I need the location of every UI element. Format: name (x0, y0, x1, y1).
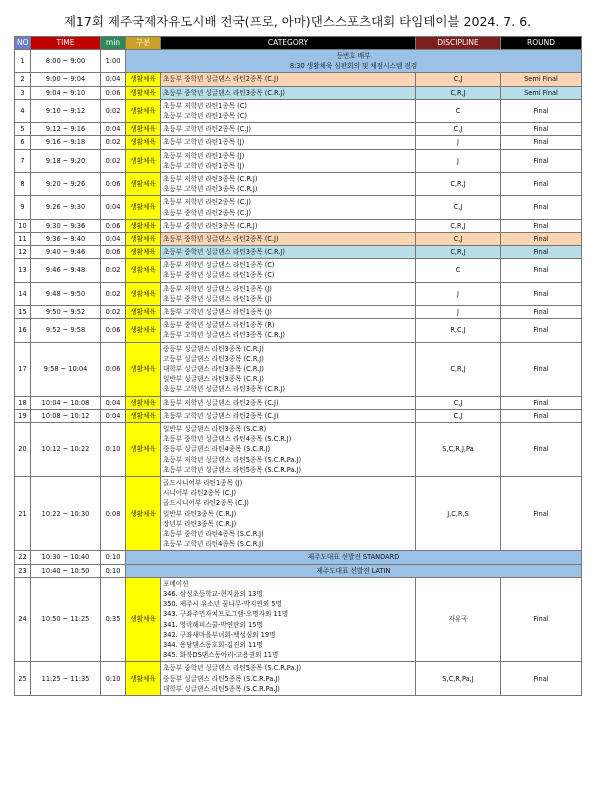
category-line: 초등부 고학년 싱글댄스 라틴5종목 (S.C.R.Pa.J) (163, 465, 302, 474)
row-category (161, 73, 416, 86)
row-time: 11:25 ~ 11:35 (31, 662, 101, 696)
table-row (15, 477, 582, 551)
row-round: Final (501, 662, 582, 696)
row-category (161, 196, 416, 219)
row-discipline: J,C,R,S (416, 477, 501, 551)
header-round: ROUND (501, 37, 582, 50)
row-discipline: 자유곡 (416, 577, 501, 662)
row-category (161, 149, 416, 172)
row-discipline: C,J (416, 232, 501, 245)
row-discipline: C,J (416, 73, 501, 86)
table-row (15, 219, 582, 232)
category-line: 골드시니어부 라틴2종목 (C.J) (163, 499, 249, 508)
table-row (15, 409, 582, 422)
row-time: 9:48 ~ 9:50 (31, 282, 101, 305)
table-row (15, 50, 582, 73)
row-discipline: C,R,J (416, 172, 501, 195)
row-min: 0:08 (101, 477, 126, 551)
row-category (161, 409, 416, 422)
row-time: 9:50 ~ 9:52 (31, 306, 101, 319)
row-min: 0:02 (101, 306, 126, 319)
row-gubun: 생활체육 (126, 99, 161, 122)
row-min: 0:02 (101, 136, 126, 149)
row-time: 9:12 ~ 9:16 (31, 123, 101, 136)
row-discipline: C,J (416, 123, 501, 136)
row-discipline: C,R,J (416, 246, 501, 259)
row-gubun: 생활체육 (126, 662, 161, 696)
row-time: 10:08 ~ 10:12 (31, 409, 101, 422)
row-category (126, 564, 582, 577)
row-discipline: C,R,J (416, 86, 501, 99)
row-no: 1 (15, 50, 31, 73)
row-category (161, 662, 416, 696)
row-round: Final (501, 423, 582, 477)
table-row (15, 259, 582, 282)
row-no: 23 (15, 564, 31, 577)
row-min: 0:02 (101, 259, 126, 282)
row-category (161, 123, 416, 136)
category-line: 초등부 고학년 라틴1종목 (J) (163, 138, 245, 147)
row-time: 10:12 ~ 10:22 (31, 423, 101, 477)
category-line: 초등부 고학년 라틴2종목 (C.J) (163, 125, 251, 134)
row-time: 9:26 ~ 9:30 (31, 196, 101, 219)
row-round: Final (501, 246, 582, 259)
row-time: 9:16 ~ 9:18 (31, 136, 101, 149)
row-round: Final (501, 219, 582, 232)
category-line: 초등부 중학년 싱글댄스 라틴1종목 (J) (163, 294, 272, 303)
category-line: 초등부 저학년 라틴1종목 (J) (163, 151, 245, 160)
category-line: 초등부 저학년 싱글댄스 라틴2종목 (C.J) (163, 398, 279, 407)
category-line: 343. 구좌주민자치프로그램-오명자외 11명 (163, 610, 289, 619)
category-line: 345. 화북DS댄스동아리-고용권외 11명 (163, 651, 279, 660)
row-gubun: 생활체육 (126, 396, 161, 409)
category-line: 초등부 고학년 싱글댄스 라틴2종목 (C.J) (163, 411, 279, 420)
category-line: 341. 영락해피스쿨-박연란외 15명 (163, 620, 263, 629)
row-gubun: 생활체육 (126, 282, 161, 305)
row-time: 9:18 ~ 9:20 (31, 149, 101, 172)
table-row (15, 246, 582, 259)
row-min: 0:10 (101, 551, 126, 564)
category-line: 초등부 저학년 싱글댄스 라틴5종목 (S.C.R.Pa.J) (163, 455, 302, 464)
category-line: 초등부 중학년 라틴3종목 (C.R.J) (163, 221, 258, 230)
category-line: 골드시니어부 라틴1종목 (J) (163, 479, 243, 488)
row-round: Semi Final (501, 73, 582, 86)
row-min: 0:10 (101, 564, 126, 577)
row-no: 25 (15, 662, 31, 696)
category-line: 초등부 중학년 싱글댄스 라틴2종목 (C.J) (163, 75, 279, 84)
row-discipline: C,R,J (416, 219, 501, 232)
row-discipline: J (416, 149, 501, 172)
row-time: 8:00 ~ 9:00 (31, 50, 101, 73)
row-no: 14 (15, 282, 31, 305)
category-line: 초등부 저학년 라틴2종목 (C.J) (163, 198, 251, 207)
category-line: 초등부 중학년 싱글댄스 라틴2종목 (C.J) (163, 234, 279, 243)
row-no: 16 (15, 319, 31, 342)
row-category (161, 136, 416, 149)
row-no: 24 (15, 577, 31, 662)
row-gubun: 생활체육 (126, 477, 161, 551)
row-no: 15 (15, 306, 31, 319)
row-min: 0:10 (101, 662, 126, 696)
row-round: Final (501, 577, 582, 662)
row-no: 11 (15, 232, 31, 245)
row-discipline: J (416, 282, 501, 305)
table-row (15, 196, 582, 219)
category-line: 중등부 싱글댄스 라틴5종목 (S.C.R.Pa.J) (163, 674, 280, 683)
category-line: 초등부 고학년 라틴4종목 (S.C.R.J) (163, 540, 264, 549)
category-line: 초등부 중학년 싱글댄스 라틴5종목 (S.C.R.Pa.J) (163, 664, 302, 673)
table-row (15, 396, 582, 409)
row-category (161, 423, 416, 477)
row-min: 0:06 (101, 86, 126, 99)
row-round: Final (501, 396, 582, 409)
header-time: TIME (31, 37, 101, 50)
row-discipline: S,C,R,J,Pa (416, 423, 501, 477)
row-time: 9:36 ~ 9:40 (31, 232, 101, 245)
row-category (161, 342, 416, 396)
row-round: Final (501, 282, 582, 305)
row-round: Final (501, 99, 582, 122)
row-min: 0:04 (101, 409, 126, 422)
category-line: 초등부 고학년 싱글댄스 라틴3종목 (C.R.J) (163, 331, 285, 340)
category-line: 고등부 싱글댄스 라틴3종목 (C.R.J) (163, 354, 264, 363)
row-category (161, 219, 416, 232)
row-min: 0:06 (101, 342, 126, 396)
row-no: 7 (15, 149, 31, 172)
category-line: 초등부 중학년 싱글댄스 라틴1종목 (R) (163, 321, 275, 330)
row-discipline: J (416, 136, 501, 149)
table-row (15, 551, 582, 564)
table-row (15, 232, 582, 245)
row-time: 9:04 ~ 9:10 (31, 86, 101, 99)
row-gubun: 생활체육 (126, 172, 161, 195)
row-no: 10 (15, 219, 31, 232)
row-category (161, 306, 416, 319)
row-discipline: S,C,R,Pa,J (416, 662, 501, 696)
row-min: 0:06 (101, 219, 126, 232)
row-time: 9:40 ~ 9:46 (31, 246, 101, 259)
row-time: 10:22 ~ 10:30 (31, 477, 101, 551)
row-category (161, 172, 416, 195)
row-no: 4 (15, 99, 31, 122)
row-category (161, 282, 416, 305)
table-row (15, 306, 582, 319)
row-gubun: 생활체육 (126, 136, 161, 149)
category-line: 초등부 고학년 싱글댄스 라틴3종목 (C.R.J) (163, 385, 285, 394)
row-no: 8 (15, 172, 31, 195)
row-round: Final (501, 342, 582, 396)
category-line: 초등부 중학년 싱글댄스 라틴1종목 (C) (163, 271, 275, 280)
table-row (15, 123, 582, 136)
row-gubun: 생활체육 (126, 86, 161, 99)
row-discipline: C,J (416, 409, 501, 422)
category-line: 초등부 저학년 싱글댄스 라틴1종목 (C) (163, 261, 275, 270)
row-discipline: J (416, 306, 501, 319)
row-gubun: 생활체육 (126, 246, 161, 259)
row-category (161, 232, 416, 245)
row-time: 10:40 ~ 10:50 (31, 564, 101, 577)
row-time: 10:30 ~ 10:40 (31, 551, 101, 564)
row-gubun: 생활체육 (126, 409, 161, 422)
category-line: 초등부 중학년 라틴4종목 (S.C.R.J) (163, 529, 264, 538)
row-no: 17 (15, 342, 31, 396)
category-line: 시니어부 라틴2종목 (C.J) (163, 489, 237, 498)
header-min: min (101, 37, 126, 50)
category-line: 중등부 싱글댄스 라틴3종목 (C.R.J) (163, 344, 264, 353)
row-gubun: 생활체육 (126, 342, 161, 396)
row-min: 0:04 (101, 396, 126, 409)
row-round: Final (501, 123, 582, 136)
table-row (15, 564, 582, 577)
row-time: 9:20 ~ 9:26 (31, 172, 101, 195)
row-min: 0:06 (101, 246, 126, 259)
header-no: NO (15, 37, 31, 50)
row-gubun: 생활체육 (126, 306, 161, 319)
category-line: 일반부 싱글댄스 라틴3종목 (S.C.R) (163, 425, 267, 434)
category-line: 초등부 고학년 라틴3종목 (C.R.J) (163, 185, 258, 194)
row-time: 9:30 ~ 9:36 (31, 219, 101, 232)
row-gubun: 생활체육 (126, 577, 161, 662)
row-discipline: C (416, 99, 501, 122)
category-line: 제주도대표 선발전 STANDARD (307, 553, 400, 562)
category-line: 초등부 중학년 싱글댄스 라틴3종목 (C.R.J) (163, 248, 285, 257)
timetable-body (15, 50, 582, 696)
row-time: 10:50 ~ 11:25 (31, 577, 101, 662)
table-row (15, 423, 582, 477)
row-gubun: 생활체육 (126, 196, 161, 219)
row-min: 0:02 (101, 149, 126, 172)
category-line: 대학부 싱글댄스 라틴5종목 (S.C.R.Pa.J) (163, 684, 280, 693)
category-line: 초등부 중학년 싱글댄스 라틴4종목 (S.C.R.J) (163, 435, 292, 444)
row-no: 12 (15, 246, 31, 259)
category-line: 대학부 싱글댄스 라틴3종목 (C.R.J) (163, 365, 264, 374)
category-line: 일반부 라틴3종목 (C.R.J) (163, 509, 237, 518)
document-title: 제17회 제주국제자유도시배 전국(프로, 아마)댄스스포츠대회 타임테이블 2024. 7. 6. (63, 14, 532, 29)
row-round: Final (501, 477, 582, 551)
category-line: 346. 삼성초등학교-현지윤외 13명 (163, 590, 263, 598)
category-line: 342. 구좌새마을부녀회-백성심외 19명 (163, 630, 276, 639)
category-line: 초등부 고학년 라틴1종목 (J) (163, 161, 245, 170)
table-row (15, 662, 582, 696)
row-no: 19 (15, 409, 31, 422)
row-min: 0:04 (101, 196, 126, 219)
row-min: 0:02 (101, 282, 126, 305)
row-no: 3 (15, 86, 31, 99)
row-round: Final (501, 172, 582, 195)
row-round: Final (501, 409, 582, 422)
table-row (15, 319, 582, 342)
table-row (15, 86, 582, 99)
category-line: 제주도대표 선발전 LATIN (316, 566, 391, 575)
row-min: 0:04 (101, 232, 126, 245)
row-category (161, 577, 416, 662)
row-gubun: 생활체육 (126, 219, 161, 232)
row-min: 0:35 (101, 577, 126, 662)
table-row (15, 73, 582, 86)
row-round: Final (501, 319, 582, 342)
header-gubun: 구분 (126, 37, 161, 50)
table-row (15, 282, 582, 305)
table-row (15, 136, 582, 149)
row-discipline: C,J (416, 196, 501, 219)
row-discipline: C (416, 259, 501, 282)
row-round: Final (501, 136, 582, 149)
row-time: 9:46 ~ 9:48 (31, 259, 101, 282)
row-no: 6 (15, 136, 31, 149)
row-round: Semi Final (501, 86, 582, 99)
header-category: CATEGORY (161, 37, 416, 50)
category-line: 초등부 중학년 싱글댄스 라틴3종목 (C.R.J) (163, 88, 285, 97)
row-gubun: 생활체육 (126, 149, 161, 172)
row-min: 1:00 (101, 50, 126, 73)
category-line: 일반부 싱글댄스 라틴3종목 (C.R.J) (163, 375, 264, 384)
table-row (15, 99, 582, 122)
row-gubun: 생활체육 (126, 123, 161, 136)
row-round: Final (501, 196, 582, 219)
row-round: Final (501, 149, 582, 172)
row-category (161, 99, 416, 122)
row-category (161, 86, 416, 99)
category-line: 350. 제주시 유소년 꿈나무-박지연외 5명 (163, 600, 282, 609)
row-category (161, 246, 416, 259)
category-line: 등번호 배부 (336, 52, 371, 60)
row-min: 0:04 (101, 123, 126, 136)
table-row (15, 149, 582, 172)
row-gubun: 생활체육 (126, 232, 161, 245)
row-category (126, 50, 582, 73)
row-no: 13 (15, 259, 31, 282)
row-round: Final (501, 259, 582, 282)
category-line: 초등부 중학년 라틴2종목 (C.J) (163, 208, 251, 217)
row-min: 0:02 (101, 99, 126, 122)
row-no: 5 (15, 123, 31, 136)
category-line: 초등부 저학년 라틴1종목 (C) (163, 101, 247, 110)
timetable (14, 36, 582, 696)
row-round: Final (501, 232, 582, 245)
row-no: 18 (15, 396, 31, 409)
category-line: 장년부 라틴3종목 (C.R.J) (163, 519, 237, 528)
row-round: Final (501, 306, 582, 319)
row-min: 0:04 (101, 73, 126, 86)
row-time: 10:04 ~ 10:08 (31, 396, 101, 409)
row-discipline: C,J (416, 396, 501, 409)
row-gubun: 생활체육 (126, 259, 161, 282)
table-row (15, 172, 582, 195)
row-category (161, 259, 416, 282)
table-row (15, 342, 582, 396)
row-time: 9:10 ~ 9:12 (31, 99, 101, 122)
row-gubun: 생활체육 (126, 423, 161, 477)
row-min: 0:06 (101, 172, 126, 195)
header-row (15, 37, 582, 50)
row-min: 0:06 (101, 319, 126, 342)
row-discipline: R,C,J (416, 319, 501, 342)
category-line: 포메이션 (163, 579, 189, 588)
category-line: 초등부 고학년 싱글댄스 라틴1종목 (J) (163, 308, 272, 317)
category-line: 초등부 저학년 싱글댄스 라틴1종목 (J) (163, 284, 272, 293)
row-gubun: 생활체육 (126, 319, 161, 342)
row-no: 2 (15, 73, 31, 86)
row-category (161, 477, 416, 551)
category-line: 중등부 싱글댄스 라틴4종목 (S.C.R.J) (163, 445, 271, 454)
row-no: 20 (15, 423, 31, 477)
row-min: 0:10 (101, 423, 126, 477)
row-discipline: C,R,J (416, 342, 501, 396)
category-line: 초등부 고학년 라틴1종목 (C) (163, 111, 247, 120)
table-row (15, 577, 582, 662)
header-discipline: DISCIPLINE (416, 37, 501, 50)
row-no: 9 (15, 196, 31, 219)
category-line: 초등부 저학년 라틴3종목 (C.R.J) (163, 174, 258, 183)
row-category (161, 319, 416, 342)
category-line: 8:30 생활체육 심판회의 및 채점시스템 점검 (289, 62, 418, 71)
row-no: 21 (15, 477, 31, 551)
row-gubun: 생활체육 (126, 73, 161, 86)
row-time: 9:00 ~ 9:04 (31, 73, 101, 86)
row-category (126, 551, 582, 564)
row-time: 9:52 ~ 9:58 (31, 319, 101, 342)
row-category (161, 396, 416, 409)
category-line: 344. 용담댄스동호회-김진외 11명 (163, 640, 263, 649)
row-no: 22 (15, 551, 31, 564)
row-time: 9:58 ~ 10:04 (31, 342, 101, 396)
